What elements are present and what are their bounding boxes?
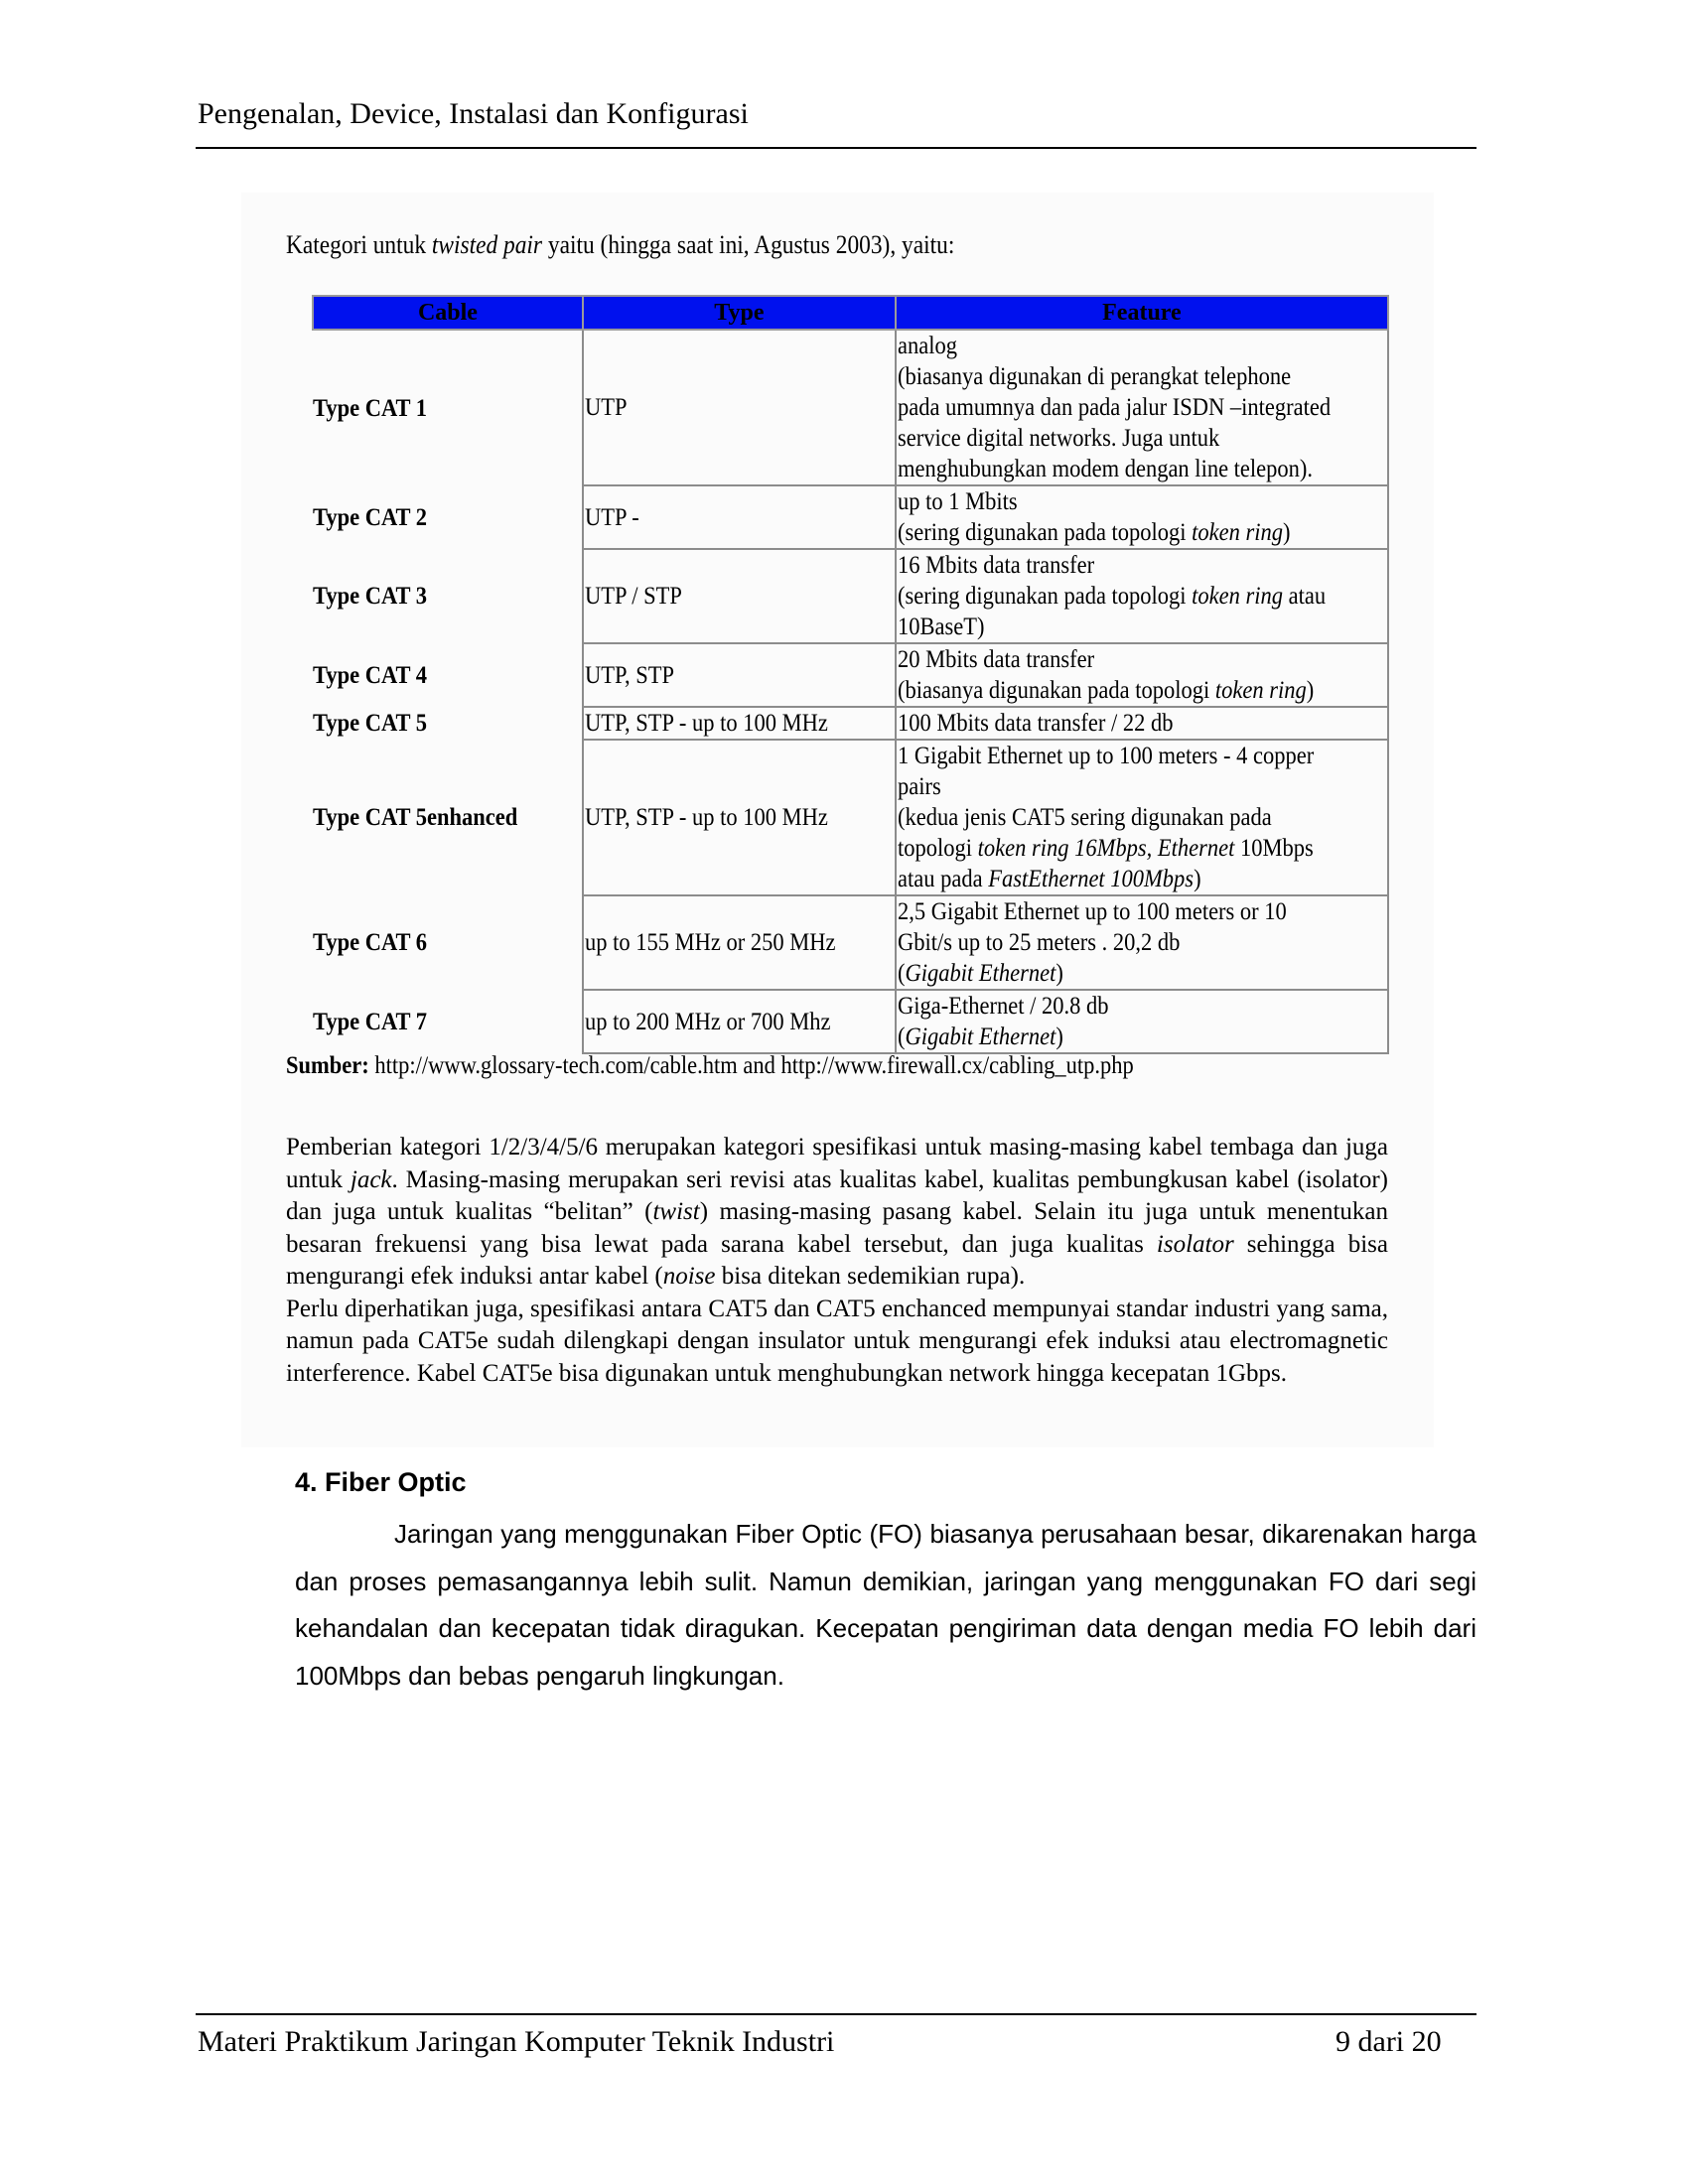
italic-text: token ring — [1192, 519, 1283, 546]
text-run: (biasanya digunakan di perangkat telephone — [897, 363, 1291, 390]
italic-text: twist — [652, 1198, 700, 1225]
feature-line — [898, 581, 1338, 612]
cable-name: Type CAT 4 — [313, 661, 428, 689]
cable-name: Type CAT 3 — [313, 583, 428, 610]
feature-line — [898, 1022, 1338, 1052]
text-run: Pemberian kategori 1/2/3/4/5/6 merupakan kategori spesifikasi untuk masing-masing kabel tembaga dan juga untuk — [286, 1134, 1388, 1193]
table-intro — [286, 230, 954, 260]
cable-type: UTP / STP — [584, 583, 682, 610]
source-citation — [286, 1052, 1134, 1080]
cable-feature — [896, 707, 1388, 740]
text-run: (sering digunakan pada topologi — [897, 583, 1193, 610]
text-run: 100 Mbits data transfer / 22 db — [897, 710, 1174, 737]
cable-feature — [896, 549, 1388, 643]
text-run: ) — [1055, 960, 1063, 987]
feature-line — [898, 675, 1338, 706]
text-run: menghubungkan modem dengan line telepon). — [897, 456, 1313, 482]
cable-type: UTP — [584, 394, 628, 421]
text-run: (sering digunakan pada topologi — [897, 519, 1193, 546]
table-row — [313, 643, 1388, 707]
feature-line — [898, 741, 1338, 771]
cable-name: Type CAT 6 — [313, 929, 428, 956]
italic-text: token ring — [1192, 583, 1283, 610]
feature-line — [898, 644, 1338, 675]
text-run: bisa ditekan sedemikian rupa). — [715, 1263, 1026, 1290]
paragraph — [286, 1132, 1388, 1294]
text-run: pada umumnya dan pada jalur ISDN –integrated — [897, 394, 1331, 421]
text-run: ) — [1306, 677, 1315, 704]
footer-rule — [196, 2013, 1477, 2015]
text-run: Giga-Ethernet / 20.8 db — [897, 993, 1109, 1020]
table-row — [313, 990, 1388, 1053]
cable-feature — [896, 485, 1388, 549]
column-header-type: Type — [583, 296, 896, 330]
text-run: ) — [1282, 519, 1291, 546]
text-run: . Masing-masing merupakan seri revisi atas kualitas kabel, kualitas pembungkusan kabel (isolator) dan juga untuk kualitas “belitan” ( — [286, 1165, 1389, 1225]
italic-text: noise — [662, 1263, 716, 1290]
italic-text: Gigabit Ethernet — [905, 960, 1056, 987]
cable-name: Type CAT 7 — [313, 1008, 428, 1035]
cable-name: Type CAT 5 — [313, 710, 428, 737]
text-run: atau pada — [897, 866, 989, 892]
italic-text: token ring 16Mbps, Ethernet — [977, 835, 1235, 862]
cable-feature — [896, 330, 1388, 485]
text-run: ) — [1055, 1024, 1063, 1050]
feature-line — [898, 958, 1338, 989]
footer-title: Materi Praktikum Jaringan Komputer Teknik Industri — [198, 2025, 835, 2058]
feature-line — [898, 864, 1338, 894]
cable-feature — [896, 990, 1388, 1053]
column-header-cable: Cable — [313, 296, 583, 330]
text-run: (kedua jenis CAT5 sering digunakan pada — [897, 804, 1272, 831]
feature-line — [898, 991, 1338, 1022]
page-header-title: Pengenalan, Device, Instalasi dan Konfigurasi — [198, 97, 749, 130]
text-run: sehingga bisa mengurangi efek induksi antar kabel ( — [286, 1230, 1389, 1290]
text-run: ( — [897, 960, 906, 987]
cable-feature — [896, 740, 1388, 895]
table-row — [313, 330, 1388, 485]
feature-line — [898, 896, 1338, 927]
table-row — [313, 549, 1388, 643]
italic-text: FastEthernet 100Mbps — [988, 866, 1194, 892]
text-run: 10BaseT) — [897, 614, 985, 640]
fiber-paragraph — [295, 1511, 1477, 1700]
cable-type: up to 200 MHz or 700 Mhz — [584, 1008, 831, 1035]
text-run: 1 Gigabit Ethernet up to 100 meters - 4 copper — [897, 743, 1315, 769]
paragraph — [286, 1294, 1388, 1391]
feature-line — [898, 361, 1338, 392]
table-row — [313, 485, 1388, 549]
table-row — [313, 740, 1388, 895]
table-row — [313, 707, 1388, 740]
text-run: http://www.glossary-tech.com/cable.htm and http://www.firewall.cx/cabling_utp.php — [368, 1052, 1134, 1079]
cable-type: UTP, STP — [584, 661, 674, 689]
cable-category-table — [312, 295, 1389, 1054]
text-run: yaitu (hingga saat ini, Agustus 2003), yaitu: — [542, 230, 955, 259]
text-run: service digital networks. Juga untuk — [897, 425, 1220, 452]
feature-line — [898, 771, 1338, 802]
text-run: (biasanya digunakan pada topologi — [897, 677, 1215, 704]
cable-name: Type CAT 2 — [313, 503, 428, 531]
italic-text: isolator — [1156, 1230, 1234, 1258]
feature-line — [898, 802, 1338, 833]
scan-paragraphs — [286, 1132, 1388, 1390]
feature-line — [898, 331, 1338, 361]
page-number: 9 dari 20 — [1336, 2025, 1442, 2058]
text-run: Gbit/s up to 25 meters . 20,2 db — [897, 929, 1181, 956]
feature-line — [898, 833, 1338, 864]
text-run: Perlu diperhatikan juga, spesifikasi antara CAT5 dan CAT5 enchanced mempunyai standar industri yang sama, namun pada CAT5e sudah dilengkapi dengan insulator untuk mengurangi efek induksi atau electromagnetic interference. Kabel CAT5e bisa digunakan untuk menghubungkan network hingga kecepatan 1Gbps. — [286, 1295, 1388, 1387]
text-run: analog — [897, 333, 957, 359]
feature-line — [898, 927, 1338, 958]
feature-line — [898, 517, 1338, 548]
text-run: atau — [1282, 583, 1326, 610]
cable-name: Type CAT 1 — [313, 394, 428, 422]
cable-type: UTP - — [584, 503, 639, 531]
cable-feature — [896, 643, 1388, 707]
fiber-text: Jaringan yang menggunakan Fiber Optic (FO) biasanya perusahaan besar, dikarenakan harga dan proses pemasangannya lebih sulit. Namun demikian, jaringan yang menggunakan FO dari segi kehandalan dan kecepatan tidak diragukan. Kecepatan pengiriman data dengan media FO lebih dari 100Mbps dan bebas pengaruh lingkungan. — [295, 1519, 1477, 1691]
feature-line — [898, 550, 1338, 581]
text-run: 16 Mbits data transfer — [897, 552, 1094, 579]
text-run: ( — [897, 1024, 906, 1050]
feature-line — [898, 486, 1338, 517]
bold-text: Sumber: — [286, 1052, 369, 1079]
text-run: 20 Mbits data transfer — [897, 646, 1094, 673]
text-run: up to 1 Mbits — [897, 488, 1018, 515]
column-header-feature: Feature — [896, 296, 1388, 330]
feature-line — [898, 392, 1338, 423]
text-run: 10Mbps — [1234, 835, 1314, 862]
section-heading: 4. Fiber Optic — [295, 1467, 467, 1497]
text-run: topologi — [897, 835, 978, 862]
cable-type: UTP, STP - up to 100 MHz — [584, 804, 828, 831]
italic-text: token ring — [1214, 677, 1307, 704]
feature-line — [898, 708, 1338, 739]
feature-line — [898, 454, 1338, 484]
text-run: ) — [1193, 866, 1201, 892]
cable-type: up to 155 MHz or 250 MHz — [584, 929, 836, 956]
header-rule — [196, 147, 1477, 149]
text-run: 2,5 Gigabit Ethernet up to 100 meters or 10 — [897, 898, 1287, 925]
italic-text: jack — [350, 1165, 392, 1193]
text-run: pairs — [897, 773, 941, 800]
cable-name: Type CAT 5enhanced — [313, 804, 518, 831]
feature-line — [898, 612, 1338, 642]
text-run: ) masing-masing pasang kabel. Selain itu juga untuk menentukan besaran frekuensi yang bisa lewat pada sarana kabel tersebut, dan juga kualitas — [286, 1198, 1389, 1258]
table-row — [313, 895, 1388, 990]
cable-feature — [896, 895, 1388, 990]
text-run: Kategori untuk — [286, 230, 432, 259]
cable-type: UTP, STP - up to 100 MHz — [584, 710, 828, 737]
feature-line — [898, 423, 1338, 454]
italic-text: Gigabit Ethernet — [905, 1024, 1056, 1050]
italic-text: twisted pair — [431, 230, 543, 259]
